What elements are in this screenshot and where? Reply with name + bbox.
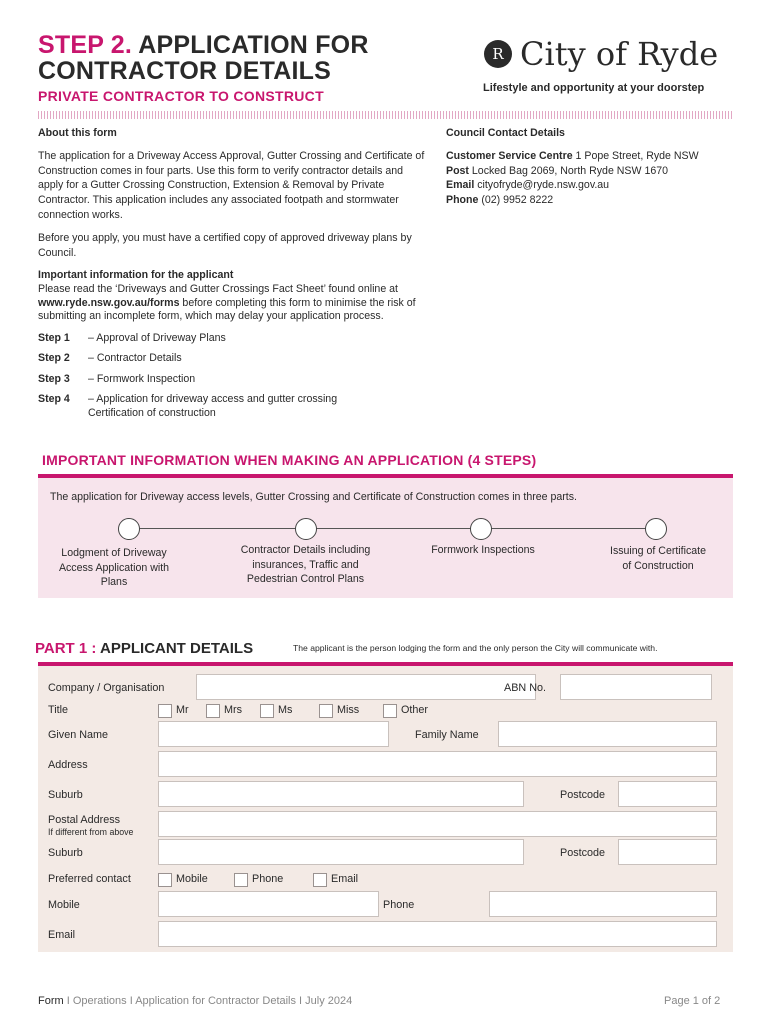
step-key: Step 3 (38, 372, 70, 385)
given-name-input[interactable] (158, 721, 389, 747)
title-line-1: APPLICATION FOR (138, 31, 369, 59)
title-miss-label: Miss (337, 704, 360, 716)
preferred-email-label: Email (331, 873, 358, 885)
contact-phone (446, 193, 746, 208)
mobile-label: Mobile (48, 899, 80, 911)
title-line-2: CONTRACTOR DETAILS (38, 57, 331, 85)
title-label: Title (48, 704, 68, 716)
important-intro: The application for Driveway access levels, Gutter Crossing and Certificate of Construction comes in three parts. (50, 491, 577, 503)
title-mrs-checkbox[interactable] (206, 704, 220, 718)
postal-address-label: Postal Address (48, 814, 121, 826)
timeline-node-3 (470, 518, 492, 540)
step-key: Step 2 (38, 352, 70, 365)
about-paragraph-2: Before you apply, you must have a certified copy of approved driveway plans by Council. (38, 231, 412, 259)
preferred-mobile-checkbox[interactable] (158, 873, 172, 887)
step-row (38, 332, 428, 346)
footer-form-label: Form (38, 995, 64, 1007)
contact-email (446, 178, 746, 193)
mobile-input[interactable] (158, 891, 379, 917)
address-input[interactable] (158, 751, 717, 777)
header-divider (38, 111, 733, 119)
title-other-checkbox[interactable] (383, 704, 397, 718)
title-ms-label: Ms (278, 704, 293, 716)
about-section (38, 126, 428, 427)
csc-label: Customer Service Centre (446, 149, 573, 162)
logo-mark-icon: R (484, 40, 512, 68)
step-row (38, 352, 428, 366)
title-mr-checkbox[interactable] (158, 704, 172, 718)
phone-value: (02) 9952 8222 (478, 194, 554, 207)
family-name-label: Family Name (415, 729, 479, 741)
email-label: Email (48, 929, 75, 941)
family-name-input[interactable] (498, 721, 717, 747)
preferred-phone-checkbox[interactable] (234, 873, 248, 887)
step-row (38, 393, 428, 420)
suburb-label: Suburb (48, 789, 83, 801)
postcode-input[interactable] (618, 781, 717, 807)
company-label: Company / Organisation (48, 682, 165, 694)
part1-note: The applicant is the person lodging the form and the only person the City will communicate with. (293, 643, 658, 653)
applicant-details-form (38, 662, 733, 952)
step-row (38, 373, 428, 387)
title-ms-checkbox[interactable] (260, 704, 274, 718)
p3-after: before completing this form to minimise the risk of submitting an incomplete form, which may delay your application process. (38, 296, 416, 323)
footer-form-details: I Operations I Application for Contractor Details I July 2024 (63, 995, 353, 1007)
page-number: Page 1 of 2 (664, 995, 721, 1007)
title-other-label: Other (401, 704, 429, 716)
p3-before: Please read the ‘Driveways and Gutter Crossings Fact Sheet’ found online at (38, 283, 398, 296)
footer-form-info (38, 995, 352, 1007)
contact-csc (446, 149, 746, 164)
title-miss-checkbox[interactable] (319, 704, 333, 718)
abn-input[interactable] (560, 674, 712, 700)
phone-input[interactable] (489, 891, 717, 917)
csc-value: 1 Pope Street, Ryde NSW (572, 149, 699, 162)
city-of-ryde-logo (484, 34, 718, 74)
timeline-node-1 (118, 518, 140, 540)
postal-suburb-input[interactable] (158, 839, 524, 865)
post-label: Post (446, 164, 469, 177)
about-paragraph-3 (38, 283, 428, 324)
part1-heading: APPLICANT DETAILS (96, 640, 254, 657)
postal-postcode-input[interactable] (618, 839, 717, 865)
stage-label-4: Issuing of Certificate of Construction (610, 545, 706, 572)
abn-label: ABN No. (504, 682, 547, 694)
email-value[interactable]: cityofryde@ryde.nsw.gov.au (474, 179, 610, 192)
stage-label-1: Lodgment of Driveway Access Application with Plans (58, 547, 170, 588)
step-number: STEP 2. (38, 31, 133, 59)
steps-list (38, 332, 428, 421)
timeline-node-2 (295, 518, 317, 540)
step-value: – Formwork Inspection (88, 372, 196, 385)
important-info-box (38, 474, 733, 598)
step-value: – Approval of Driveway Plans (88, 331, 226, 344)
page-subtitle: PRIVATE CONTRACTOR TO CONSTRUCT (38, 88, 324, 104)
timeline-line (130, 528, 658, 529)
forms-link[interactable]: www.ryde.nsw.gov.au/forms (38, 296, 180, 309)
about-heading: About this form (38, 127, 117, 139)
postcode-label: Postcode (560, 789, 606, 801)
email-input[interactable] (158, 921, 717, 947)
important-info-heading: Important information for the applicant (38, 269, 234, 282)
step-value: – Application for driveway access and gutter crossing Certification of construction (88, 393, 338, 419)
postal-postcode-label: Postcode (560, 847, 606, 859)
preferred-email-checkbox[interactable] (313, 873, 327, 887)
given-name-label: Given Name (48, 729, 109, 741)
step-key: Step 1 (38, 331, 70, 344)
company-input[interactable] (196, 674, 536, 700)
page-title (38, 32, 369, 84)
email-label: Email (446, 179, 475, 192)
title-mr-label: Mr (176, 704, 189, 716)
title-mrs-label: Mrs (224, 704, 242, 716)
logo-text: City of Ryde (520, 35, 719, 73)
postal-suburb-label: Suburb (48, 847, 83, 859)
phone-label: Phone (383, 899, 415, 911)
important-info-title: IMPORTANT INFORMATION WHEN MAKING AN APPLICATION (4 STEPS) (42, 452, 537, 468)
preferred-contact-label: Preferred contact (48, 873, 131, 885)
phone-label: Phone (446, 194, 479, 207)
postal-address-note: If different from above (48, 827, 134, 837)
council-contact-section (446, 126, 746, 208)
preferred-phone-label: Phone (252, 873, 284, 885)
stage-label-2: Contractor Details including insurances, Traffic and Pedestrian Control Plans (240, 544, 371, 585)
suburb-input[interactable] (158, 781, 524, 807)
contact-heading: Council Contact Details (446, 127, 565, 139)
stage-label-3: Formwork Inspections (431, 544, 535, 556)
address-label: Address (48, 759, 88, 771)
part1-number: PART 1 : (35, 640, 97, 657)
contact-post (446, 164, 746, 179)
about-paragraph-1: The application for a Driveway Access Approval, Gutter Crossing and Certificate of Construction comes in four parts. Use this form to verify contractor details and apply for a Gutter Crossing Construction, Extension & Removal by Private Contractor. This application includes any associated footpath and stormwater connection works. (38, 149, 425, 221)
step-key: Step 4 (38, 393, 70, 406)
part1-title (35, 640, 253, 657)
timeline-node-4 (645, 518, 667, 540)
tagline: Lifestyle and opportunity at your doorstep (483, 82, 705, 94)
postal-address-input[interactable] (158, 811, 717, 837)
preferred-mobile-label: Mobile (176, 873, 208, 885)
step-value: – Contractor Details (88, 352, 182, 365)
post-value: Locked Bag 2069, North Ryde NSW 1670 (468, 164, 669, 177)
